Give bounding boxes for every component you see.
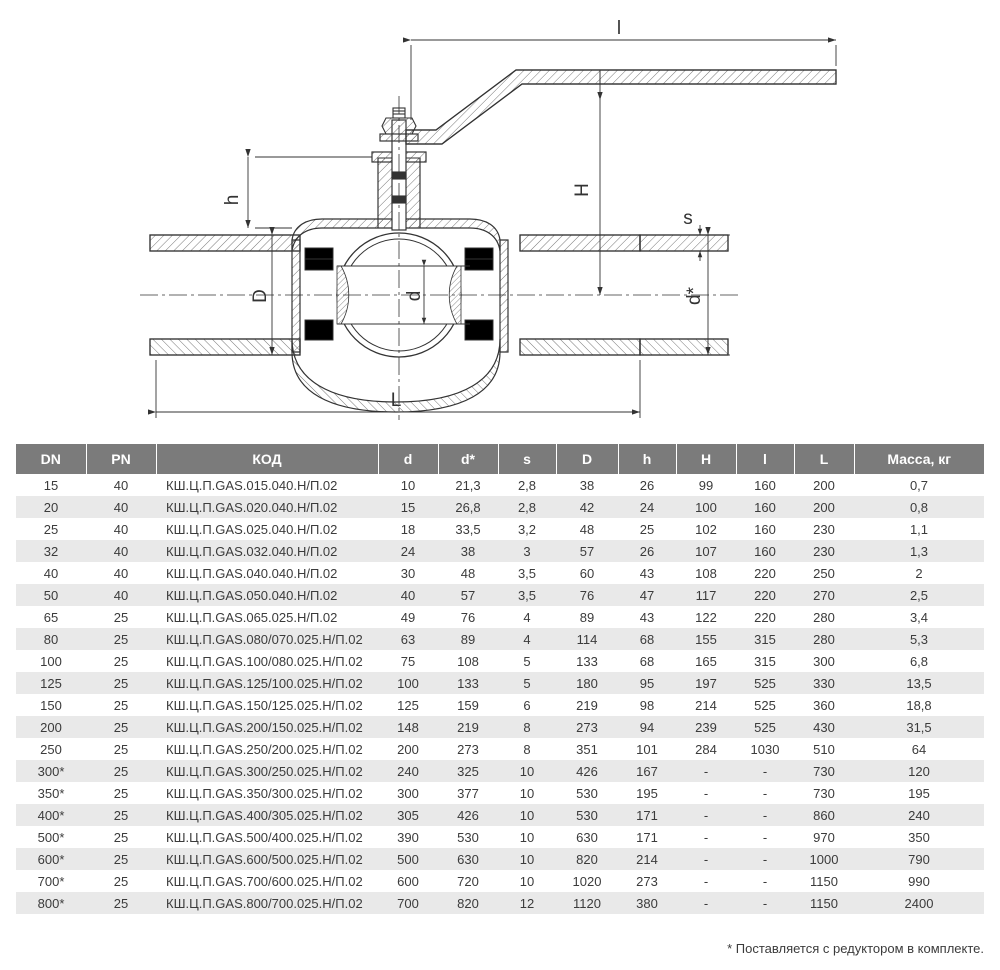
- column-header-code: КОД: [156, 444, 378, 474]
- column-header-ll: L: [794, 444, 854, 474]
- table-cell: КШ.Ц.П.GAS.020.040.Н/П.02: [156, 496, 378, 518]
- table-cell: 32: [16, 540, 86, 562]
- table-cell: 155: [676, 628, 736, 650]
- table-cell: 48: [438, 562, 498, 584]
- table-cell: КШ.Ц.П.GAS.015.040.Н/П.02: [156, 474, 378, 496]
- table-cell: 6: [498, 694, 556, 716]
- table-cell: 630: [438, 848, 498, 870]
- table-cell: 94: [618, 716, 676, 738]
- column-header-pn: PN: [86, 444, 156, 474]
- table-cell: 350*: [16, 782, 86, 804]
- table-cell: 380: [618, 892, 676, 914]
- table-cell: 730: [794, 782, 854, 804]
- table-cell: 47: [618, 584, 676, 606]
- table-cell: 6,8: [854, 650, 984, 672]
- table-cell: КШ.Ц.П.GAS.600/500.025.Н/П.02: [156, 848, 378, 870]
- table-cell: 426: [438, 804, 498, 826]
- table-cell: 214: [618, 848, 676, 870]
- table-cell: -: [736, 848, 794, 870]
- table-cell: 60: [556, 562, 618, 584]
- table-cell: КШ.Ц.П.GAS.250/200.025.Н/П.02: [156, 738, 378, 760]
- table-row: [16, 672, 984, 694]
- table-cell: 239: [676, 716, 736, 738]
- table-cell: 57: [556, 540, 618, 562]
- table-cell: 500*: [16, 826, 86, 848]
- dimension-label-d: d: [404, 290, 425, 302]
- table-cell: 25: [86, 826, 156, 848]
- table-cell: 820: [438, 892, 498, 914]
- table-row: [16, 716, 984, 738]
- table-cell: 76: [556, 584, 618, 606]
- table-cell: 200: [378, 738, 438, 760]
- table-cell: -: [736, 892, 794, 914]
- table-cell: 700*: [16, 870, 86, 892]
- table-cell: 15: [16, 474, 86, 496]
- table-cell: 10: [498, 782, 556, 804]
- table-cell: 10: [498, 870, 556, 892]
- table-cell: 1,1: [854, 518, 984, 540]
- table-cell: 40: [16, 562, 86, 584]
- table-cell: 40: [86, 562, 156, 584]
- table-row: [16, 848, 984, 870]
- table-cell: 2,8: [498, 474, 556, 496]
- column-header-l: l: [736, 444, 794, 474]
- table-cell: -: [676, 826, 736, 848]
- table-cell: 38: [438, 540, 498, 562]
- table-cell: 160: [736, 518, 794, 540]
- table-cell: -: [676, 870, 736, 892]
- column-header-dn: DN: [16, 444, 86, 474]
- table-cell: 133: [438, 672, 498, 694]
- table-cell: 167: [618, 760, 676, 782]
- table-cell: 530: [556, 782, 618, 804]
- table-cell: 5: [498, 650, 556, 672]
- table-cell: 8: [498, 716, 556, 738]
- table-cell: 970: [794, 826, 854, 848]
- table-cell: 351: [556, 738, 618, 760]
- table-cell: 990: [854, 870, 984, 892]
- table-cell: 25: [86, 694, 156, 716]
- dimension-h: [248, 157, 372, 228]
- table-row: [16, 606, 984, 628]
- table-cell: 220: [736, 606, 794, 628]
- table-row: [16, 628, 984, 650]
- table-cell: 43: [618, 562, 676, 584]
- table-cell: 219: [556, 694, 618, 716]
- table-cell: 180: [556, 672, 618, 694]
- table-cell: 3: [498, 540, 556, 562]
- table-cell: КШ.Ц.П.GAS.800/700.025.Н/П.02: [156, 892, 378, 914]
- table-cell: 214: [676, 694, 736, 716]
- table-cell: -: [676, 804, 736, 826]
- table-cell: 525: [736, 694, 794, 716]
- column-header-dd: D: [556, 444, 618, 474]
- table-cell: 57: [438, 584, 498, 606]
- table-cell: -: [736, 782, 794, 804]
- table-cell: 99: [676, 474, 736, 496]
- table-cell: 250: [794, 562, 854, 584]
- table-cell: 250: [16, 738, 86, 760]
- table-cell: 1020: [556, 870, 618, 892]
- column-header-h: h: [618, 444, 676, 474]
- table-cell: 25: [86, 606, 156, 628]
- table-cell: 49: [378, 606, 438, 628]
- table-cell: 100: [676, 496, 736, 518]
- table-cell: 33,5: [438, 518, 498, 540]
- table-cell: 40: [86, 518, 156, 540]
- dimension-label-s: s: [683, 208, 693, 229]
- table-cell: 305: [378, 804, 438, 826]
- table-cell: 377: [438, 782, 498, 804]
- table-cell: 100: [378, 672, 438, 694]
- table-cell: 50: [16, 584, 86, 606]
- table-cell: -: [676, 760, 736, 782]
- table-cell: 2,8: [498, 496, 556, 518]
- table-cell: 4: [498, 606, 556, 628]
- table-cell: 148: [378, 716, 438, 738]
- table-cell: 24: [618, 496, 676, 518]
- table-cell: 525: [736, 716, 794, 738]
- valve-handle-lever: [406, 70, 836, 144]
- valve-technical-drawing: [0, 0, 1000, 440]
- table-cell: 89: [556, 606, 618, 628]
- table-cell: 300: [378, 782, 438, 804]
- table-cell: КШ.Ц.П.GAS.100/080.025.Н/П.02: [156, 650, 378, 672]
- table-cell: 860: [794, 804, 854, 826]
- table-cell: 25: [86, 804, 156, 826]
- table-cell: 426: [556, 760, 618, 782]
- table-cell: 150: [16, 694, 86, 716]
- column-header-dstar: d*: [438, 444, 498, 474]
- table-cell: 26: [618, 474, 676, 496]
- table-cell: 600: [378, 870, 438, 892]
- table-row: [16, 540, 984, 562]
- table-cell: КШ.Ц.П.GAS.350/300.025.Н/П.02: [156, 782, 378, 804]
- table-cell: 10: [378, 474, 438, 496]
- table-cell: 160: [736, 496, 794, 518]
- table-cell: 315: [736, 628, 794, 650]
- table-cell: 40: [86, 474, 156, 496]
- table-cell: 15: [378, 496, 438, 518]
- table-cell: 48: [556, 518, 618, 540]
- table-cell: 64: [854, 738, 984, 760]
- specification-table: [16, 444, 984, 914]
- table-cell: 350: [854, 826, 984, 848]
- table-cell: 510: [794, 738, 854, 760]
- table-cell: 122: [676, 606, 736, 628]
- table-cell: 26,8: [438, 496, 498, 518]
- table-cell: 98: [618, 694, 676, 716]
- table-cell: 171: [618, 804, 676, 826]
- table-cell: 430: [794, 716, 854, 738]
- table-cell: 1,3: [854, 540, 984, 562]
- dimension-label-l: l: [616, 18, 622, 39]
- table-row: [16, 496, 984, 518]
- table-cell: -: [676, 848, 736, 870]
- table-cell: 200: [794, 474, 854, 496]
- table-cell: 300: [794, 650, 854, 672]
- table-cell: 160: [736, 540, 794, 562]
- table-cell: 525: [736, 672, 794, 694]
- table-cell: 2,5: [854, 584, 984, 606]
- table-cell: 101: [618, 738, 676, 760]
- table-cell: 3,5: [498, 584, 556, 606]
- table-cell: 108: [438, 650, 498, 672]
- table-cell: 125: [16, 672, 86, 694]
- table-cell: 325: [438, 760, 498, 782]
- table-cell: 730: [794, 760, 854, 782]
- table-cell: 25: [86, 672, 156, 694]
- table-row: [16, 474, 984, 496]
- table-row: [16, 892, 984, 914]
- table-cell: 273: [438, 738, 498, 760]
- table-cell: 530: [556, 804, 618, 826]
- table-cell: 159: [438, 694, 498, 716]
- specification-table-container: [16, 444, 984, 914]
- table-cell: 10: [498, 826, 556, 848]
- table-cell: 10: [498, 848, 556, 870]
- table-cell: 230: [794, 540, 854, 562]
- table-cell: 330: [794, 672, 854, 694]
- table-cell: КШ.Ц.П.GAS.700/600.025.Н/П.02: [156, 870, 378, 892]
- dimension-label-L: L: [390, 390, 402, 411]
- table-cell: -: [676, 782, 736, 804]
- table-cell: КШ.Ц.П.GAS.400/305.025.Н/П.02: [156, 804, 378, 826]
- table-cell: 273: [618, 870, 676, 892]
- table-cell: КШ.Ц.П.GAS.300/250.025.Н/П.02: [156, 760, 378, 782]
- table-cell: 720: [438, 870, 498, 892]
- table-cell: -: [736, 870, 794, 892]
- table-cell: КШ.Ц.П.GAS.200/150.025.Н/П.02: [156, 716, 378, 738]
- table-row: [16, 738, 984, 760]
- table-cell: КШ.Ц.П.GAS.125/100.025.Н/П.02: [156, 672, 378, 694]
- table-cell: 171: [618, 826, 676, 848]
- table-cell: -: [736, 760, 794, 782]
- table-row: [16, 694, 984, 716]
- table-cell: 360: [794, 694, 854, 716]
- table-cell: 0,8: [854, 496, 984, 518]
- table-row: [16, 760, 984, 782]
- table-cell: 195: [618, 782, 676, 804]
- table-cell: 230: [794, 518, 854, 540]
- table-cell: 270: [794, 584, 854, 606]
- table-cell: 273: [556, 716, 618, 738]
- table-cell: 0,7: [854, 474, 984, 496]
- table-cell: 117: [676, 584, 736, 606]
- table-cell: 40: [86, 496, 156, 518]
- table-cell: 4: [498, 628, 556, 650]
- table-cell: 240: [378, 760, 438, 782]
- table-cell: 40: [86, 540, 156, 562]
- table-cell: 31,5: [854, 716, 984, 738]
- table-cell: 26: [618, 540, 676, 562]
- table-cell: 5,3: [854, 628, 984, 650]
- table-row: [16, 826, 984, 848]
- table-cell: 80: [16, 628, 86, 650]
- table-header-row: [16, 444, 984, 474]
- table-row: [16, 804, 984, 826]
- table-cell: КШ.Ц.П.GAS.500/400.025.Н/П.02: [156, 826, 378, 848]
- table-cell: 68: [618, 628, 676, 650]
- table-cell: 280: [794, 606, 854, 628]
- table-cell: КШ.Ц.П.GAS.040.040.Н/П.02: [156, 562, 378, 584]
- table-cell: 195: [854, 782, 984, 804]
- table-cell: 630: [556, 826, 618, 848]
- table-cell: КШ.Ц.П.GAS.065.025.Н/П.02: [156, 606, 378, 628]
- table-cell: 30: [378, 562, 438, 584]
- table-row: [16, 870, 984, 892]
- table-cell: 114: [556, 628, 618, 650]
- table-cell: КШ.Ц.П.GAS.032.040.Н/П.02: [156, 540, 378, 562]
- table-cell: 10: [498, 804, 556, 826]
- table-cell: 25: [86, 716, 156, 738]
- table-cell: 280: [794, 628, 854, 650]
- table-cell: 68: [618, 650, 676, 672]
- table-cell: 25: [618, 518, 676, 540]
- table-cell: 63: [378, 628, 438, 650]
- table-row: [16, 584, 984, 606]
- table-body: [16, 474, 984, 914]
- column-header-mass: Масса, кг: [854, 444, 984, 474]
- table-cell: 18,8: [854, 694, 984, 716]
- table-cell: 1000: [794, 848, 854, 870]
- table-cell: 95: [618, 672, 676, 694]
- table-cell: 800*: [16, 892, 86, 914]
- table-cell: 1120: [556, 892, 618, 914]
- table-cell: 2400: [854, 892, 984, 914]
- table-cell: 40: [378, 584, 438, 606]
- table-cell: 240: [854, 804, 984, 826]
- table-cell: 76: [438, 606, 498, 628]
- table-cell: -: [736, 804, 794, 826]
- table-cell: 38: [556, 474, 618, 496]
- table-cell: 20: [16, 496, 86, 518]
- table-cell: 125: [378, 694, 438, 716]
- table-cell: -: [676, 892, 736, 914]
- table-cell: 3,4: [854, 606, 984, 628]
- table-cell: 5: [498, 672, 556, 694]
- table-cell: 65: [16, 606, 86, 628]
- table-cell: 200: [794, 496, 854, 518]
- table-cell: 1150: [794, 892, 854, 914]
- table-cell: 25: [86, 870, 156, 892]
- table-cell: 40: [86, 584, 156, 606]
- table-cell: 24: [378, 540, 438, 562]
- column-header-s: s: [498, 444, 556, 474]
- table-cell: 25: [16, 518, 86, 540]
- table-cell: 120: [854, 760, 984, 782]
- table-cell: 3,2: [498, 518, 556, 540]
- table-cell: 220: [736, 584, 794, 606]
- table-row: [16, 562, 984, 584]
- dimension-label-D: D: [250, 289, 271, 303]
- table-cell: 1150: [794, 870, 854, 892]
- table-cell: 107: [676, 540, 736, 562]
- table-cell: 89: [438, 628, 498, 650]
- column-header-d: d: [378, 444, 438, 474]
- table-cell: 600*: [16, 848, 86, 870]
- table-cell: 12: [498, 892, 556, 914]
- table-cell: КШ.Ц.П.GAS.080/070.025.Н/П.02: [156, 628, 378, 650]
- table-cell: 8: [498, 738, 556, 760]
- table-cell: 790: [854, 848, 984, 870]
- table-cell: 530: [438, 826, 498, 848]
- table-cell: 315: [736, 650, 794, 672]
- table-cell: 390: [378, 826, 438, 848]
- footnote-text: * Поставляется с редуктором в комплекте.: [727, 941, 984, 956]
- table-cell: 300*: [16, 760, 86, 782]
- table-cell: 21,3: [438, 474, 498, 496]
- table-cell: 200: [16, 716, 86, 738]
- table-cell: 13,5: [854, 672, 984, 694]
- table-cell: 100: [16, 650, 86, 672]
- table-cell: 219: [438, 716, 498, 738]
- table-cell: 25: [86, 760, 156, 782]
- table-cell: 25: [86, 848, 156, 870]
- column-header-hh: H: [676, 444, 736, 474]
- table-cell: КШ.Ц.П.GAS.025.040.Н/П.02: [156, 518, 378, 540]
- table-row: [16, 782, 984, 804]
- table-cell: 500: [378, 848, 438, 870]
- table-cell: 42: [556, 496, 618, 518]
- table-cell: 160: [736, 474, 794, 496]
- table-cell: 197: [676, 672, 736, 694]
- table-row: [16, 650, 984, 672]
- dimension-label-h: h: [222, 194, 243, 206]
- table-cell: 18: [378, 518, 438, 540]
- table-cell: 25: [86, 782, 156, 804]
- table-row: [16, 518, 984, 540]
- table-cell: 284: [676, 738, 736, 760]
- table-cell: 400*: [16, 804, 86, 826]
- table-cell: 220: [736, 562, 794, 584]
- table-cell: 10: [498, 760, 556, 782]
- table-cell: 75: [378, 650, 438, 672]
- table-cell: КШ.Ц.П.GAS.050.040.Н/П.02: [156, 584, 378, 606]
- table-cell: -: [736, 826, 794, 848]
- table-cell: КШ.Ц.П.GAS.150/125.025.Н/П.02: [156, 694, 378, 716]
- table-cell: 133: [556, 650, 618, 672]
- table-cell: 43: [618, 606, 676, 628]
- dimension-label-H: H: [572, 183, 593, 197]
- table-cell: 165: [676, 650, 736, 672]
- table-cell: 25: [86, 628, 156, 650]
- table-cell: 25: [86, 738, 156, 760]
- table-cell: 2: [854, 562, 984, 584]
- table-cell: 25: [86, 650, 156, 672]
- dimension-label-d-star: d*: [684, 287, 705, 305]
- table-cell: 108: [676, 562, 736, 584]
- table-cell: 25: [86, 892, 156, 914]
- table-cell: 820: [556, 848, 618, 870]
- table-cell: 3,5: [498, 562, 556, 584]
- table-cell: 102: [676, 518, 736, 540]
- table-cell: 700: [378, 892, 438, 914]
- table-cell: 1030: [736, 738, 794, 760]
- drawing-svg: [0, 0, 1000, 440]
